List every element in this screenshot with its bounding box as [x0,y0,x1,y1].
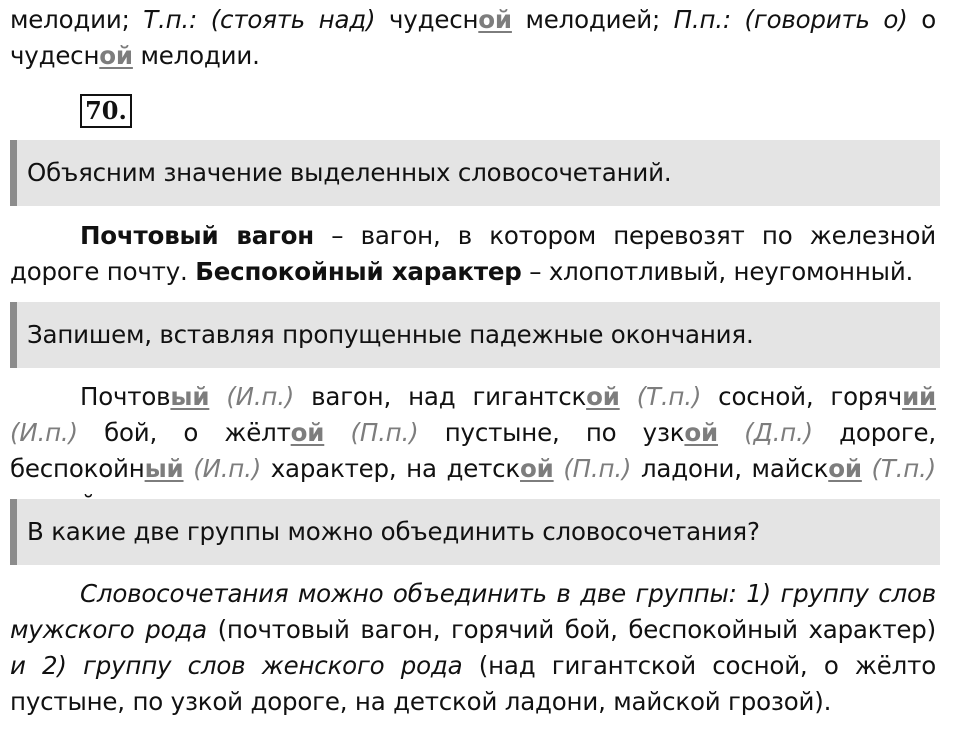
ending-highlight: ый [170,382,210,411]
case-label: (Т.п.) [871,454,937,483]
ending-highlight: ой [478,5,512,34]
meanings-paragraph: Почтовый вагон – вагон, в котором перевозят по железной дороге почту. Беспокойный характер – хлопотливый, неугомонный. [10,221,936,286]
previous-task-fragment: мелодии; Т.п.: (стоять над) чудесной мелодией; П.п.: (говорить о) о чудесной мелодии. [10,5,936,70]
ending-highlight: ой [586,382,620,411]
ending-highlight: ой [99,41,133,70]
section-heading-endings: Запишем, вставляя пропущенные падежные окончания. [10,302,940,368]
case-label: (Т.п.) [636,382,702,411]
case-label: (И.п.) [10,418,78,447]
case-label: (Д.п.) [744,418,813,447]
case-label: (И.п.) [226,382,295,411]
ending-highlight: ый [144,454,184,483]
case-question-tp: Т.п.: (стоять над) [143,5,376,34]
filled-endings-paragraph: Почтовый (И.п.) вагон, над гигантской (Т.п.) сосной, горячий (И.п.) бой, о жёлтой (П.п.) пустыне, по узкой (Д.п.) дороге, беспокойный (И.п.) характер, на детской (П.п.) ладони, майской (Т.п.) [10,382,937,483]
ending-highlight: ий [902,382,936,411]
section-heading-meanings: Объясним значение выделенных словосочетаний. [10,140,940,206]
groups-paragraph: Словосочетания можно объединить в две группы: 1) группу слов мужского рода (почтовый вагон, горячий бой, беспокойный характер) и 2) группу слов женского рода (над гигантской сосной, о жёлто пустыне, по узкой дороге, на детской ладони, майской грозой). [10,579,936,716]
ending-highlight: ой [520,454,554,483]
ending-highlight: ой [684,418,719,447]
case-label: (П.п.) [350,418,419,447]
section-heading-groups: В какие две группы можно объединить словосочетания? [10,499,940,565]
case-label: (И.п.) [193,454,262,483]
case-label: (П.п.) [563,454,632,483]
ending-highlight: ой [290,418,325,447]
task-number: 70. [80,94,132,128]
ending-highlight: ой [828,454,862,483]
term-highlight: Беспокойный характер [195,257,522,286]
term-highlight: Почтовый вагон [80,221,315,250]
case-question-pp: П.п.: (говорить о) [673,5,908,34]
